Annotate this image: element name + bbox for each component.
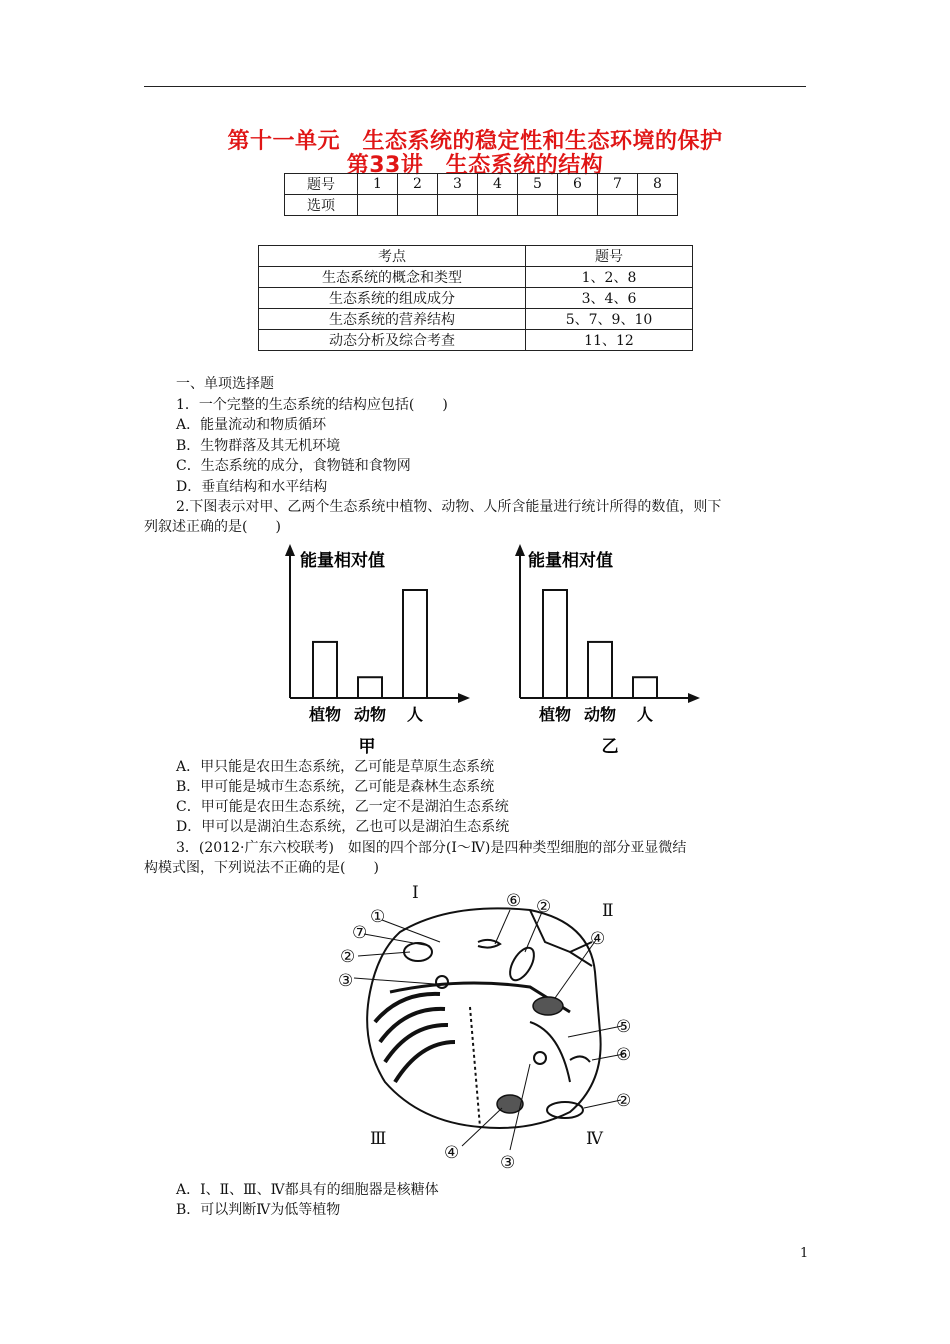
q2-stem-line2: 列叙述正确的是( ) — [144, 519, 281, 535]
q2-option-a: A．甲只能是农田生态系统，乙可能是草原生态系统 — [176, 759, 495, 775]
answer-table-option-row — [285, 195, 678, 216]
circle-label-6: ⑥ — [616, 1045, 632, 1065]
chart-yi — [500, 538, 710, 762]
answer-blank[interactable] — [638, 195, 678, 216]
topic-number-cell: 5、7、9、10 — [526, 309, 693, 330]
answer-table-row1-label: 题号 — [285, 174, 358, 195]
circle-label-5: ⑤ — [616, 1017, 632, 1037]
answer-table-row2-label: 选项 — [285, 195, 358, 216]
q1-option-b: B．生物群落及其无机环境 — [176, 438, 341, 454]
q2-option-c: C．甲可能是农田生态系统，乙一定不是湖泊生态系统 — [176, 799, 509, 815]
topic-table-header — [259, 246, 693, 267]
answer-blank[interactable] — [358, 195, 398, 216]
x-axis-arrow — [688, 693, 700, 703]
x-tick-label: 植物 — [538, 705, 572, 724]
circle-label-4: ④ — [444, 1143, 460, 1163]
answer-number: 3 — [438, 174, 478, 195]
pointer-line — [568, 1026, 622, 1037]
circle-label-7: ⑦ — [352, 923, 368, 943]
part-label-2: Ⅱ — [602, 901, 614, 921]
circle-label-1: ① — [370, 907, 386, 927]
answer-number: 7 — [598, 174, 638, 195]
answer-blank[interactable] — [478, 195, 518, 216]
x-axis-arrow — [458, 693, 470, 703]
divider-right — [530, 1022, 570, 1082]
topic-cell: 生态系统的组成成分 — [259, 288, 526, 309]
answer-table — [284, 173, 678, 216]
bar-人 — [633, 677, 657, 698]
topic-number-cell: 3、4、6 — [526, 288, 693, 309]
circle-label-3: ③ — [500, 1153, 516, 1172]
answer-blank[interactable] — [438, 195, 478, 216]
answer-blank[interactable] — [518, 195, 558, 216]
cell-structure-figure — [330, 882, 640, 1172]
x-tick-label: 植物 — [308, 705, 342, 724]
y-axis-arrow — [515, 544, 525, 556]
q2-option-b: B．甲可能是城市生态系统，乙可能是森林生态系统 — [176, 779, 495, 795]
part-label-1: Ⅰ — [412, 883, 419, 903]
q1-option-d: D．垂直结构和水平结构 — [176, 479, 328, 495]
q2-option-d: D．甲可以是湖泊生态系统，乙也可以是湖泊生态系统 — [176, 819, 510, 835]
answer-number: 5 — [518, 174, 558, 195]
chart-title: 乙 — [601, 737, 619, 757]
mitochondrion — [505, 944, 539, 984]
circle-label-3: ③ — [338, 971, 354, 991]
table-row — [259, 309, 693, 330]
x-tick-label: 动物 — [583, 705, 617, 724]
centriole — [534, 1052, 546, 1064]
q1-option-c: C．生态系统的成分，食物链和食物网 — [176, 458, 411, 474]
topic-header-topic: 考点 — [259, 246, 526, 267]
circle-label-2: ② — [536, 897, 552, 917]
bar-动物 — [358, 677, 382, 698]
topic-number-cell: 1、2、8 — [526, 267, 693, 288]
answer-number: 6 — [558, 174, 598, 195]
part-label-3: Ⅲ — [370, 1129, 387, 1149]
answer-number: 1 — [358, 174, 398, 195]
answer-number: 8 — [638, 174, 678, 195]
topic-cell: 生态系统的营养结构 — [259, 309, 526, 330]
q3-stem-line1: 3．(2012·广东六校联考) 如图的四个部分(Ⅰ～Ⅳ)是四种类型细胞的部分亚显微结 — [176, 840, 687, 856]
part-label-4: Ⅳ — [586, 1129, 603, 1149]
q3-stem-line2: 构模式图，下列说法不正确的是( ) — [144, 860, 379, 876]
topic-table — [258, 245, 693, 351]
topic-cell: 动态分析及综合考查 — [259, 330, 526, 351]
q3-option-a: A．Ⅰ、Ⅱ、Ⅲ、Ⅳ都具有的细胞器是核糖体 — [176, 1182, 439, 1198]
chart-yi-svg — [500, 538, 710, 758]
chloroplast — [533, 997, 563, 1015]
q3-option-b: B．可以判断Ⅳ为低等植物 — [176, 1202, 341, 1218]
topic-header-number: 题号 — [526, 246, 693, 267]
table-row — [259, 267, 693, 288]
chart-title: 甲 — [358, 737, 376, 757]
divider-dotted — [470, 1007, 480, 1127]
bar-植物 — [543, 590, 567, 698]
lesson-title: 第33讲 生态系统的结构 — [346, 153, 604, 178]
chart-jia — [270, 538, 480, 762]
page-number: 1 — [800, 1246, 809, 1261]
x-tick-label: 动物 — [353, 705, 387, 724]
answer-blank[interactable] — [558, 195, 598, 216]
circle-label-4: ④ — [590, 929, 606, 949]
y-axis-label: 能量相对值 — [528, 551, 613, 571]
header-rule — [144, 86, 806, 87]
topic-number-cell: 11、12 — [526, 330, 693, 351]
pointer-line — [354, 978, 435, 984]
q2-stem-line1: 2.下图表示对甲、乙两个生态系统中植物、动物、人所含能量进行统计所得的数值，则下 — [176, 499, 722, 515]
answer-blank[interactable] — [398, 195, 438, 216]
bar-人 — [403, 590, 427, 698]
unit-title: 第十一单元 生态系统的稳定性和生态环境的保护 — [227, 129, 723, 154]
bar-动物 — [588, 642, 612, 698]
chart-jia-svg — [270, 538, 480, 758]
q1-stem: 1．一个完整的生态系统的结构应包括( ) — [176, 397, 448, 413]
bar-植物 — [313, 642, 337, 698]
y-axis-label: 能量相对值 — [300, 551, 385, 571]
table-row — [259, 288, 693, 309]
answer-blank[interactable] — [598, 195, 638, 216]
circle-label-2: ② — [616, 1091, 632, 1111]
table-row — [259, 330, 693, 351]
x-tick-label: 人 — [406, 705, 424, 724]
circle-label-6: ⑥ — [506, 891, 522, 911]
pointer-line — [495, 910, 510, 944]
centriole — [436, 976, 448, 988]
cell-figure-svg — [330, 882, 640, 1172]
answer-number: 2 — [398, 174, 438, 195]
circle-label-2: ② — [340, 947, 356, 967]
section-title: 一、单项选择题 — [176, 376, 274, 392]
y-axis-arrow — [285, 544, 295, 556]
er-arc — [395, 1042, 455, 1082]
answer-table-number-row — [285, 174, 678, 195]
answer-number: 4 — [478, 174, 518, 195]
mitochondrion — [547, 1102, 583, 1118]
q1-option-a: A．能量流动和物质循环 — [176, 417, 327, 433]
golgi — [570, 1056, 590, 1062]
topic-cell: 生态系统的概念和类型 — [259, 267, 526, 288]
x-tick-label: 人 — [636, 705, 654, 724]
